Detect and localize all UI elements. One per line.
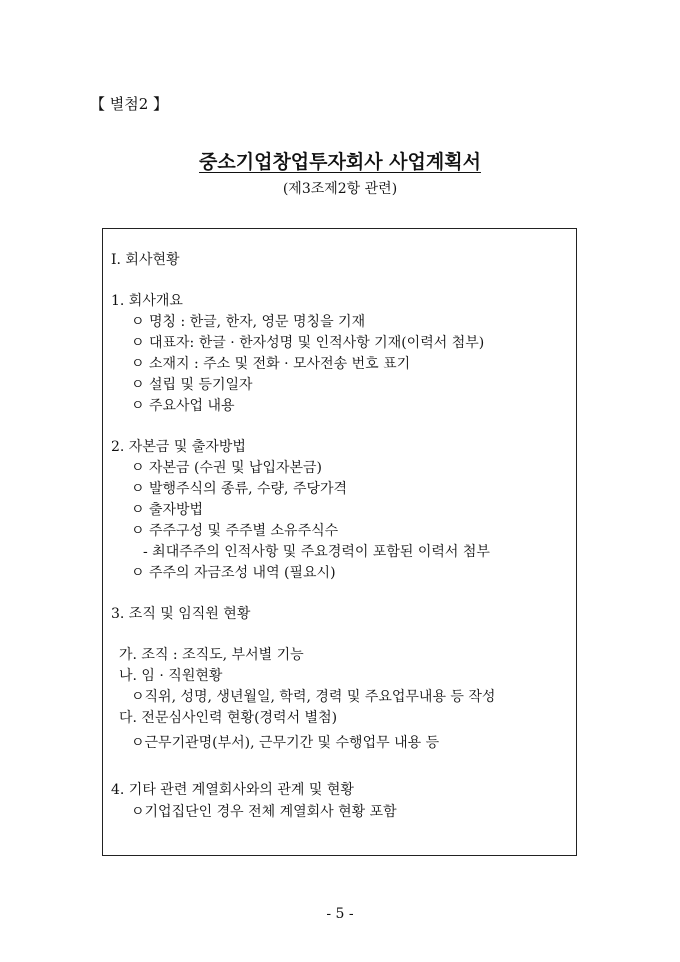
list-item: ㅇ 출자방법 xyxy=(131,502,204,518)
list-subitem: - 최대주주의 인적사항 및 주요경력이 포함된 이력서 첨부 xyxy=(143,544,490,560)
attachment-label: 【 별첨2 】 xyxy=(90,95,169,113)
list-subitem: ㅇ기업집단인 경우 전체 계열회사 현황 포함 xyxy=(131,804,397,820)
page-number: - 5 - xyxy=(326,906,354,922)
section-heading: Ⅰ. 회사현황 xyxy=(111,252,180,268)
list-item: 가. 조직 : 조직도, 부서별 기능 xyxy=(119,647,304,663)
list-subitem: ㅇ직위, 성명, 생년월일, 학력, 경력 및 주요업무내용 등 작성 xyxy=(131,689,496,705)
list-item: ㅇ 대표자: 한글 · 한자성명 및 인적사항 기재(이력서 첨부) xyxy=(131,335,485,351)
list-item: ㅇ 명칭 : 한글, 한자, 영문 명칭을 기재 xyxy=(131,314,366,330)
list-item: ㅇ 주주의 자금조성 내역 (필요시) xyxy=(131,565,336,581)
list-item: ㅇ 소재지 : 주소 및 전화 · 모사전송 번호 표기 xyxy=(131,356,411,372)
section-4-title: 4. 기타 관련 계열회사와의 관계 및 현황 xyxy=(111,782,354,798)
document-subtitle: (제3조제2항 관련) xyxy=(282,181,398,197)
list-item: ㅇ 자본금 (수권 및 납입자본금) xyxy=(131,460,323,476)
list-item: ㅇ 주요사업 내용 xyxy=(131,398,235,414)
list-item: 다. 전문심사인력 현황(경력서 별첨) xyxy=(119,710,338,726)
list-item: ㅇ 주주구성 및 주주별 소유주식수 xyxy=(131,523,339,539)
section-3-title: 3. 조직 및 임직원 현황 xyxy=(111,606,251,622)
section-2-title: 2. 자본금 및 출자방법 xyxy=(111,439,246,455)
list-item: 나. 임 · 직원현황 xyxy=(119,668,223,684)
document-title-text: 중소기업창업투자회사 사업계획서 xyxy=(199,151,481,173)
list-subitem: ㅇ근무기관명(부서), 근무기간 및 수행업무 내용 등 xyxy=(131,735,440,751)
document-title xyxy=(0,147,680,174)
list-item: ㅇ 발행주식의 종류, 수량, 주당가격 xyxy=(131,481,348,497)
content-box xyxy=(102,228,577,856)
section-1-title: 1. 회사개요 xyxy=(111,293,183,309)
list-item: ㅇ 설립 및 등기일자 xyxy=(131,377,253,393)
